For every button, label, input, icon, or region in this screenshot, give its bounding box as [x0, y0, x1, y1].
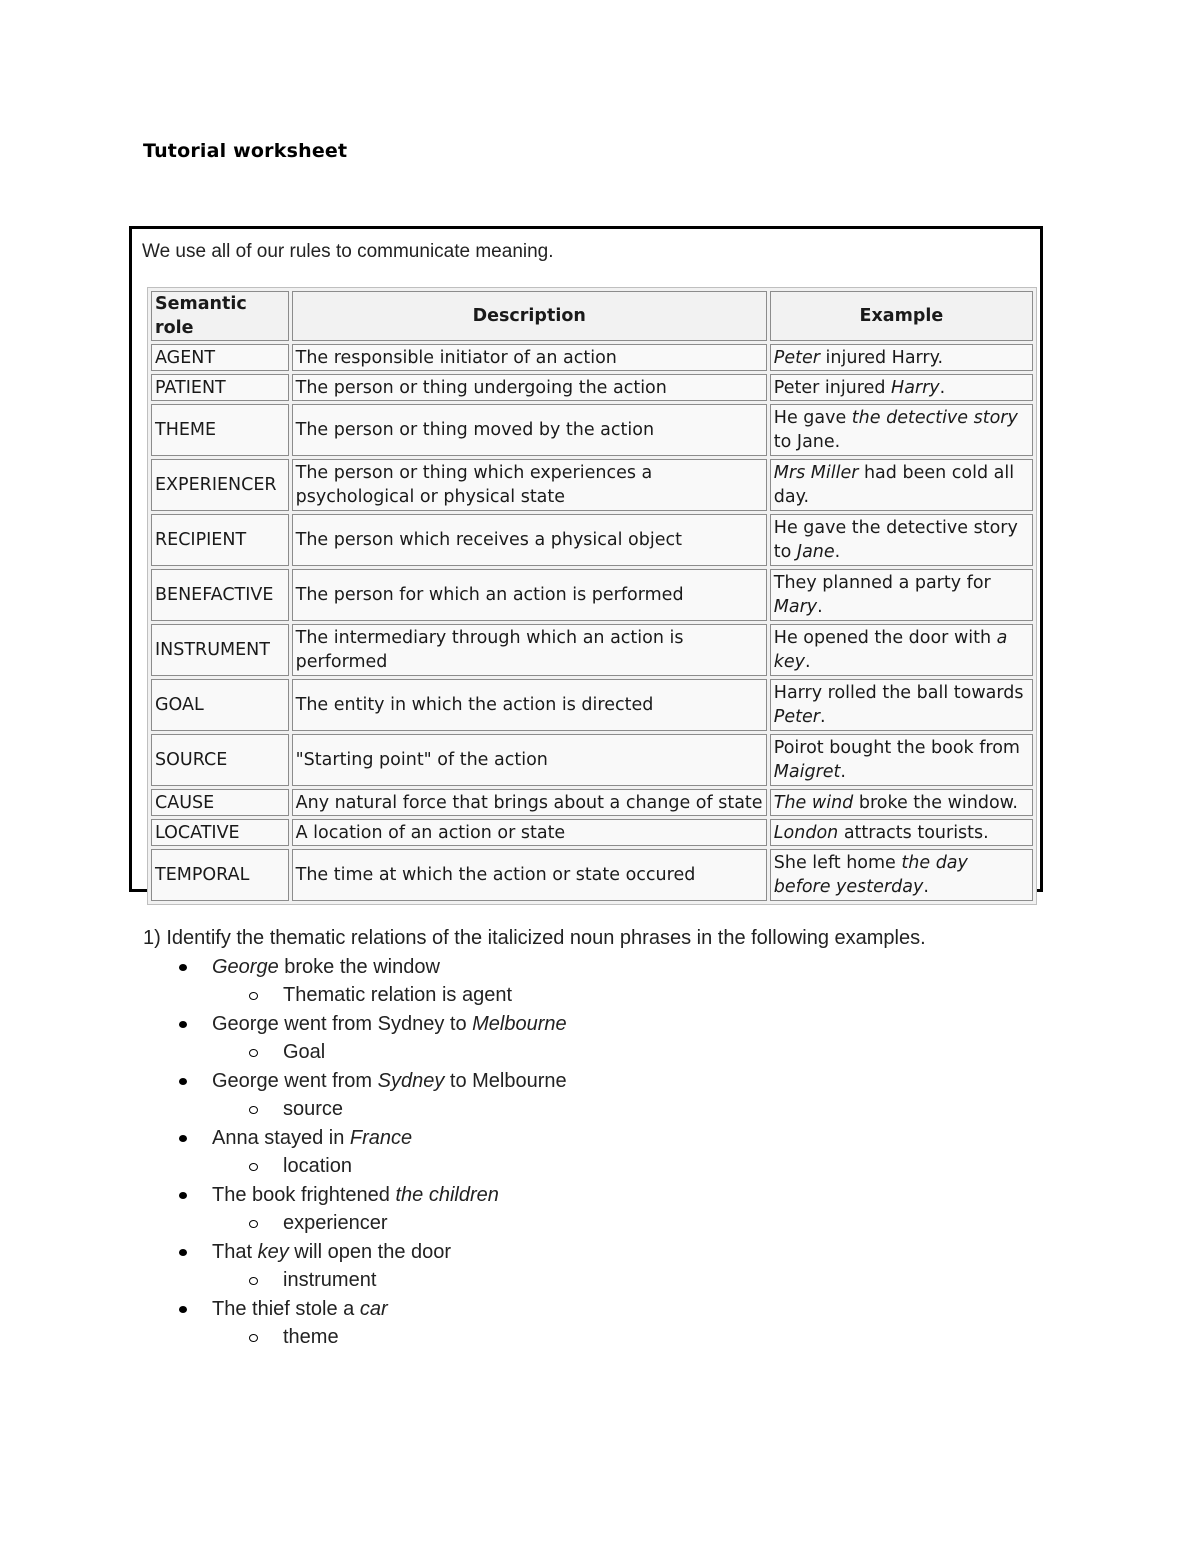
role-cell: INSTRUMENT	[151, 624, 289, 676]
description-cell: The person or thing moved by the action	[292, 404, 767, 456]
text-segment: George went from	[212, 1069, 378, 1092]
table-row	[151, 404, 1033, 456]
text-segment: .	[840, 762, 846, 782]
text-segment: The thief stole a	[212, 1297, 360, 1320]
italic-phrase: Mary	[773, 597, 818, 617]
list-item	[143, 953, 926, 982]
italic-phrase: the day before yesterday	[773, 853, 968, 897]
list-item	[143, 1295, 926, 1324]
table-row	[151, 514, 1033, 566]
italic-phrase: Melbourne	[472, 1012, 567, 1035]
italic-phrase: car	[359, 1297, 388, 1320]
description-cell: "Starting point" of the action	[292, 734, 767, 786]
example-cell	[770, 374, 1033, 401]
box-intro: We use all of our rules to communicate meaning.	[142, 241, 554, 262]
role-cell: THEME	[151, 404, 289, 456]
table-body	[151, 344, 1033, 901]
text-segment: to Jane.	[773, 432, 841, 452]
question-title: 1) Identify the thematic relations of the italicized noun phrases in the following examples.	[143, 927, 926, 949]
answer-item: source	[143, 1095, 926, 1124]
description-cell: The person or thing which experiences a psychological or physical state	[292, 459, 767, 511]
example-cell	[770, 459, 1033, 511]
description-cell: The entity in which the action is directed	[292, 679, 767, 731]
text-segment: Harry rolled the ball towards	[773, 683, 1024, 703]
role-cell: CAUSE	[151, 789, 289, 816]
example-cell	[770, 734, 1033, 786]
italic-phrase: Maigret	[773, 762, 841, 782]
text-segment: .	[819, 707, 826, 727]
text-segment: .	[834, 542, 841, 562]
italic-phrase: George	[212, 955, 279, 978]
role-cell: BENEFACTIVE	[151, 569, 289, 621]
italic-phrase: Peter	[773, 347, 820, 368]
list-item	[143, 1238, 926, 1267]
text-segment: .	[817, 597, 823, 617]
example-cell	[770, 344, 1033, 371]
text-segment: He gave the detective story to	[773, 518, 1018, 562]
italic-phrase: the detective story	[851, 408, 1018, 428]
role-cell: GOAL	[151, 679, 289, 731]
italic-phrase: Peter	[773, 707, 820, 727]
list-item	[143, 1124, 926, 1153]
italic-phrase: key	[257, 1240, 289, 1263]
text-segment: had been cold all day.	[773, 463, 1015, 507]
answer-item: experiencer	[143, 1209, 926, 1238]
italic-phrase: France	[349, 1126, 413, 1149]
description-cell: The time at which the action or state occured	[292, 849, 767, 901]
example-cell	[770, 514, 1033, 566]
answer-item: instrument	[143, 1266, 926, 1295]
text-segment: He opened the door with	[773, 628, 997, 648]
table-row	[151, 344, 1033, 371]
header-description: Description	[292, 291, 767, 341]
table-row	[151, 679, 1033, 731]
header-example: Example	[770, 291, 1033, 341]
role-cell: EXPERIENCER	[151, 459, 289, 511]
text-segment: attracts tourists.	[838, 822, 989, 843]
answer-item: location	[143, 1152, 926, 1181]
role-cell: PATIENT	[151, 374, 289, 401]
description-cell: The intermediary through which an action is performed	[292, 624, 767, 676]
role-cell: LOCATIVE	[151, 819, 289, 846]
description-cell: A location of an action or state	[292, 819, 767, 846]
text-segment: broke the window	[278, 955, 440, 978]
description-cell: Any natural force that brings about a change of state	[292, 789, 767, 816]
table-row	[151, 789, 1033, 816]
table-row	[151, 819, 1033, 846]
list-item	[143, 1181, 926, 1210]
text-segment: She left home	[773, 853, 902, 873]
text-segment: Poirot bought the book from	[773, 738, 1020, 758]
example-cell	[770, 819, 1033, 846]
role-cell: RECIPIENT	[151, 514, 289, 566]
example-cell	[770, 789, 1033, 816]
italic-phrase: London	[773, 822, 839, 843]
italic-phrase: the children	[395, 1183, 499, 1206]
description-cell: The person for which an action is performed	[292, 569, 767, 621]
text-segment: will open the door	[288, 1240, 452, 1263]
page-title: Tutorial worksheet	[143, 140, 348, 162]
answer-item: Goal	[143, 1038, 926, 1067]
semantic-roles-table	[147, 287, 1037, 905]
text-segment: to Melbourne	[444, 1069, 567, 1092]
text-segment: He gave	[773, 408, 852, 428]
answer-item: Thematic relation is agent	[143, 981, 926, 1010]
description-cell: The person or thing undergoing the action	[292, 374, 767, 401]
role-cell: AGENT	[151, 344, 289, 371]
example-cell	[770, 624, 1033, 676]
table-row	[151, 374, 1033, 401]
description-cell: The responsible initiator of an action	[292, 344, 767, 371]
table-row	[151, 459, 1033, 511]
text-segment: George went from Sydney to	[212, 1012, 473, 1035]
italic-phrase: Jane	[796, 542, 835, 562]
list-item	[143, 1010, 926, 1039]
description-cell: The person which receives a physical object	[292, 514, 767, 566]
text-segment: broke the window.	[853, 792, 1018, 813]
text-segment: Peter injured	[773, 377, 892, 398]
table-row	[151, 569, 1033, 621]
list-item	[143, 1067, 926, 1096]
italic-phrase: Sydney	[377, 1069, 445, 1092]
answer-item: theme	[143, 1323, 926, 1352]
example-cell	[770, 404, 1033, 456]
text-segment: .	[805, 652, 811, 672]
text-segment: injured Harry.	[819, 347, 944, 368]
role-cell: TEMPORAL	[151, 849, 289, 901]
table-row	[151, 849, 1033, 901]
italic-phrase: Harry	[891, 377, 940, 398]
semantic-roles-box	[129, 226, 1043, 897]
table-row	[151, 624, 1033, 676]
question-list	[143, 953, 926, 1352]
example-cell	[770, 849, 1033, 901]
italic-phrase: The wind	[773, 792, 854, 813]
header-semantic-role: Semantic role	[151, 291, 289, 341]
text-segment: They planned a party for	[773, 573, 991, 593]
text-segment: That	[212, 1240, 258, 1263]
text-segment: .	[923, 877, 929, 897]
table-row	[151, 734, 1033, 786]
question-section	[143, 924, 926, 1352]
example-cell	[770, 569, 1033, 621]
example-cell	[770, 679, 1033, 731]
role-cell: SOURCE	[151, 734, 289, 786]
italic-phrase: a key	[773, 628, 1008, 672]
text-segment: The book frightened	[212, 1183, 396, 1206]
table-header-row	[151, 291, 1033, 341]
italic-phrase: Mrs Miller	[773, 463, 859, 483]
text-segment: Anna stayed in	[212, 1126, 350, 1149]
text-segment: .	[939, 377, 946, 398]
